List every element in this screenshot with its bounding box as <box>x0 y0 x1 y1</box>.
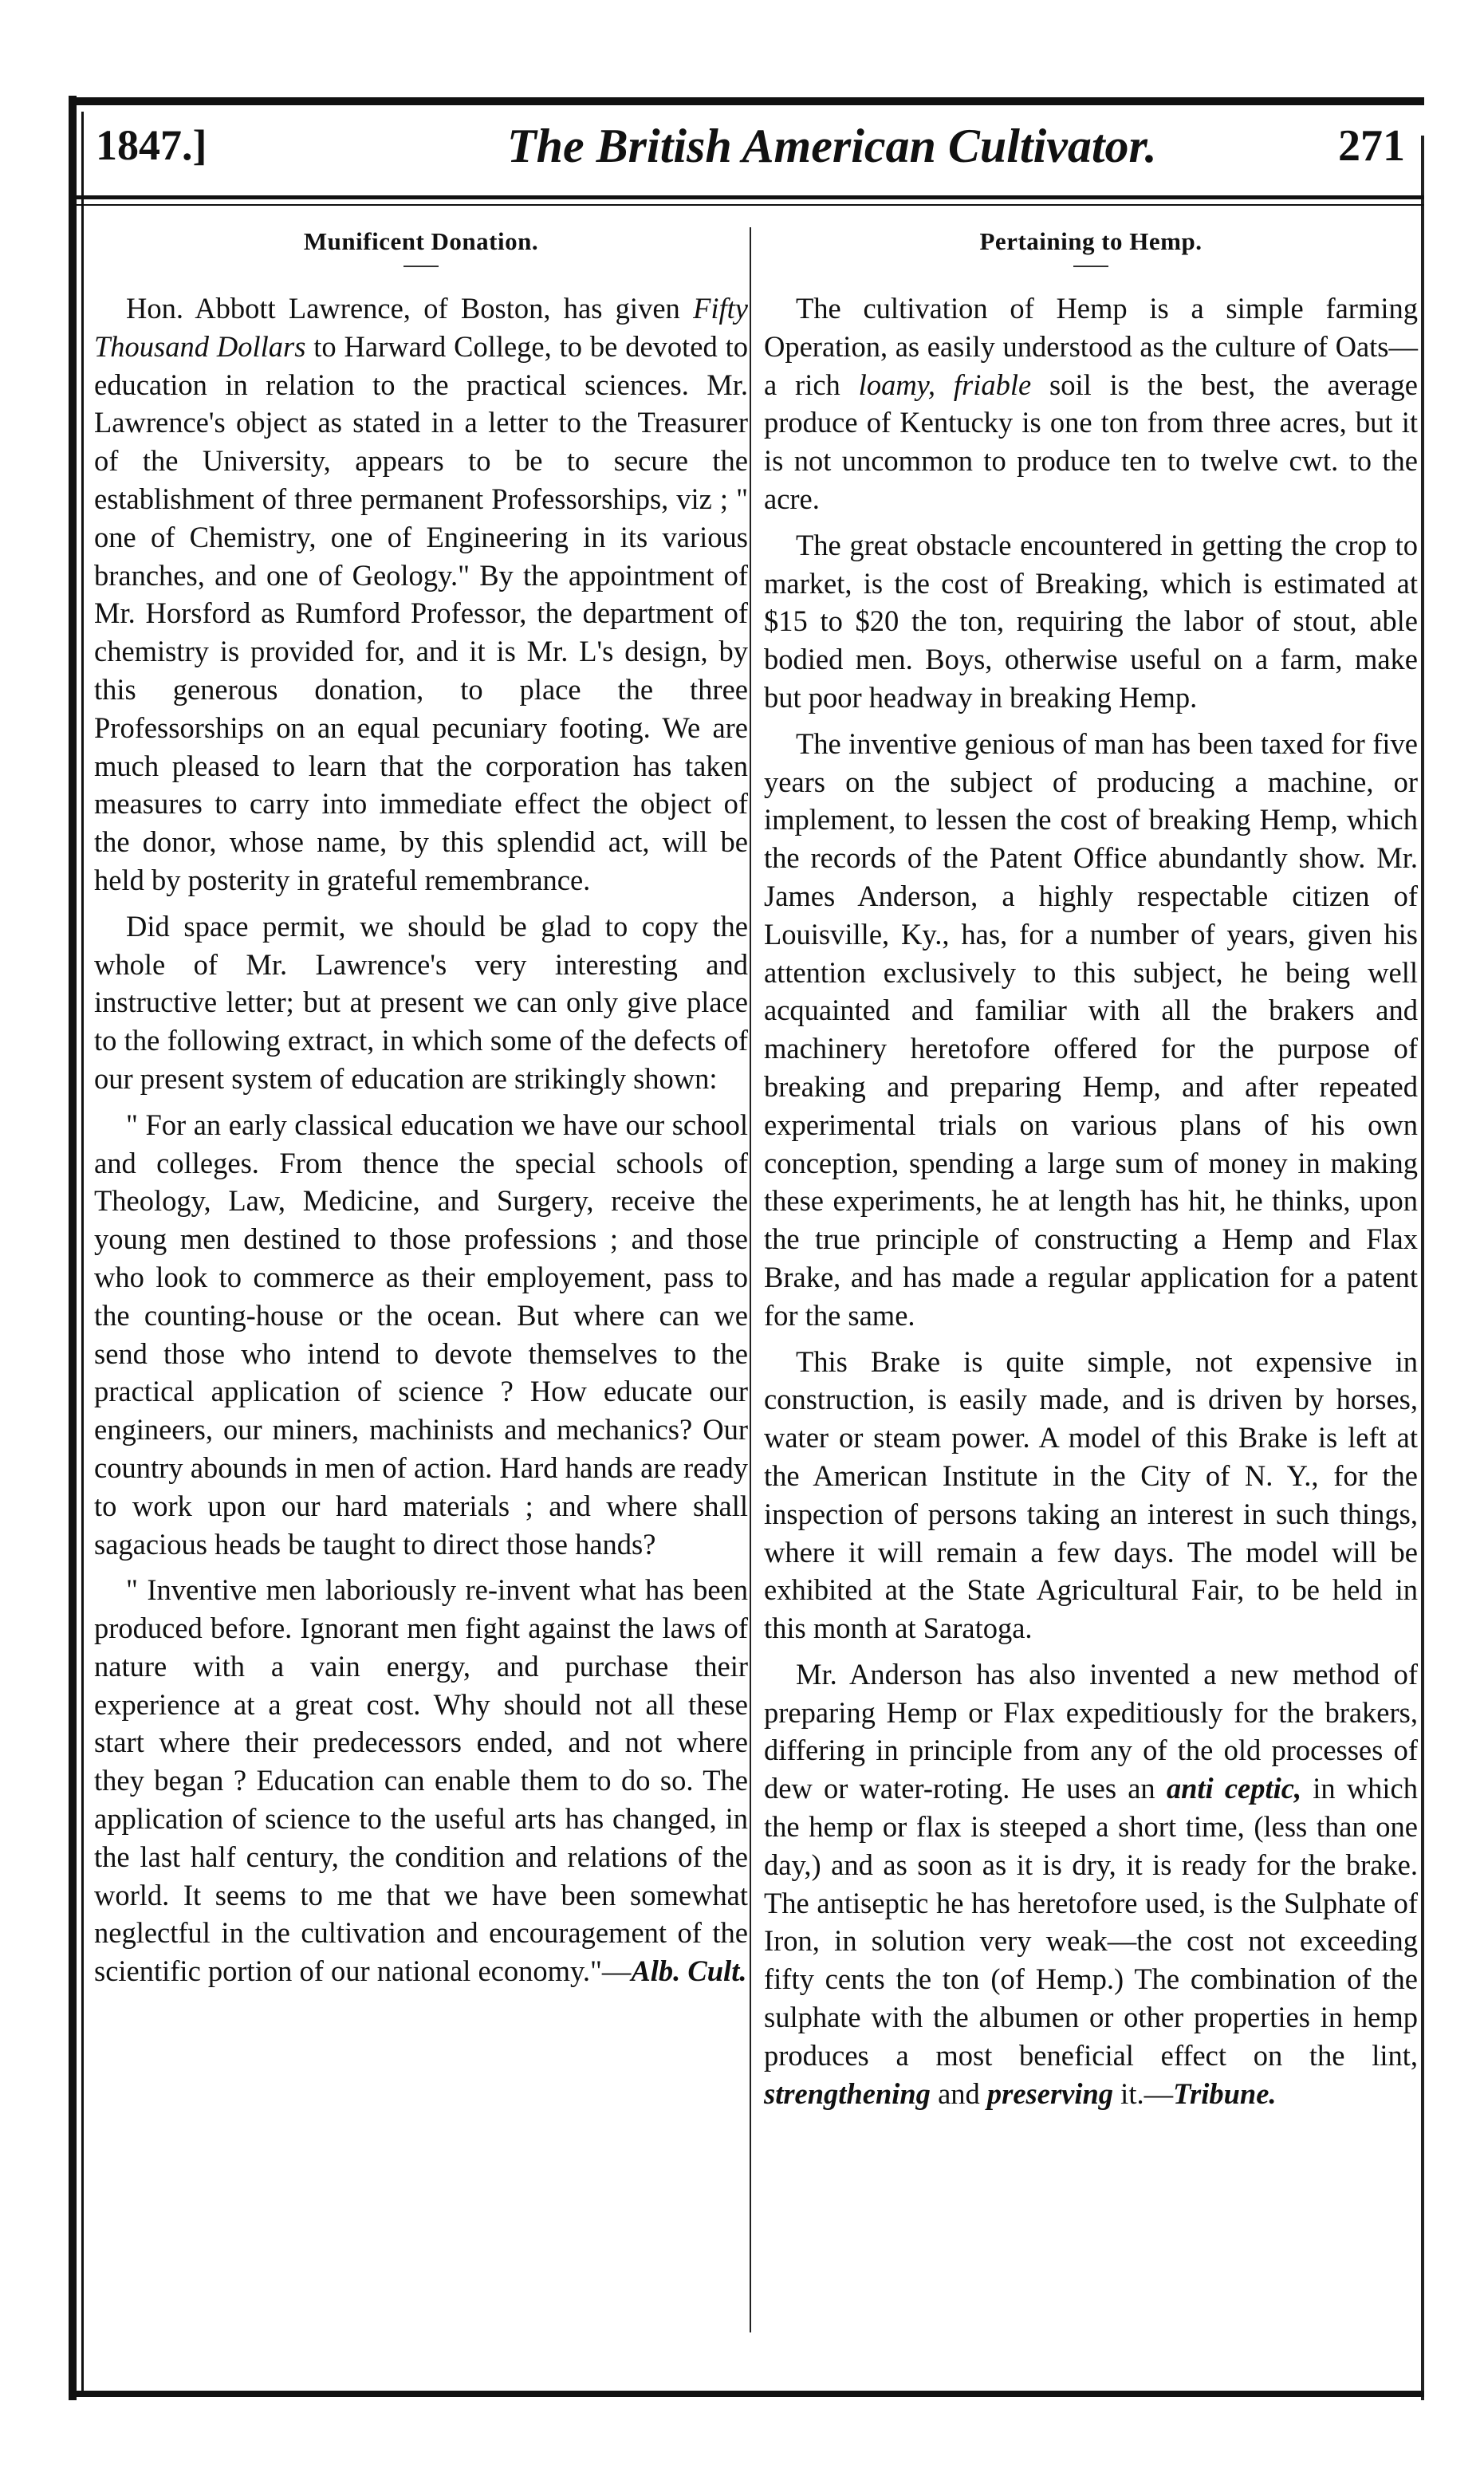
text-run: The inventive genious of man has been taxed for five years on the subject of producing a machine, or implement, to lessen the cost of breaking Hemp, which the records of the Patent Office abundantly show. Mr. James Anderson, a highly respectable citizen of Louisville, Ky., has, for a number of years, given his attention exclusively to this subject, he being well acquainted and familiar with all the brakers and machinery heretofore offered for the purpose of breaking and preparing Hemp, and after repeated experimental trials on various plans of his own conception, spending a large sum of money in making these experiments, he at length has hit, he thinks, upon the true principle of constructing a Hemp and Flax Brake, and has made a regular application for a patent for the same. <box>764 726 1418 1332</box>
paragraph <box>94 1571 748 1990</box>
issue-year: 1847.] <box>96 121 207 169</box>
left-border-rule <box>69 96 77 2400</box>
text-run: " Inventive men laboriously re-invent what has been produced before. Ignorant men fight against the laws of nature with a vain energy, and purchase their experience at a great cost. Why should not all these start where their predecessors ended, and not where they began ? Education can enable them to do so. The application of science to the useful arts has changed, in the last half century, the condition and relations of the world. It seems to me that we have been somewhat neglectful in the cultivation and encouragement of the scientific portion of our national economy."— <box>94 1573 748 1988</box>
paragraph <box>764 725 1418 1335</box>
paragraph <box>94 1106 748 1564</box>
paragraph <box>764 289 1418 518</box>
text-run: and <box>930 2076 987 2110</box>
text-run: Fifty Thousand Dollars <box>94 292 748 363</box>
text-run: Did space permit, we should be glad to copy the whole of Mr. Lawrence's very interesting and instructive letter; but at present we can only give place to the following extract, in which some of the defects of our present system of education are strikingly shown: <box>94 909 748 1095</box>
paragraph <box>94 289 748 899</box>
heading-dash <box>403 266 439 267</box>
text-run: anti ceptic, <box>1166 1772 1302 1805</box>
article-munificent-donation <box>94 227 748 1998</box>
article-body <box>764 289 1418 2112</box>
text-run: The great obstacle encountered in getting the crop to market, is the cost of Breaking, which is estimated at $15 to $20 the ton, requiring the labor of stout, able bodied men. Boys, otherwise useful on a farm, make but poor headway in breaking Hemp. <box>764 528 1418 714</box>
text-run: soil is the best, the average produce of Kentucky is one ton from three acres, but it is not uncommon to produce ten to twelve cwt. to the acre. <box>764 368 1418 515</box>
text-run: strengthening <box>764 2076 931 2110</box>
paragraph <box>764 1343 1418 1647</box>
text-run: This Brake is quite simple, not expensive in construction, is easily made, and is driven by horses, water or steam power. A model of this Brake is left at the American Institute in the City of N. Y., for the inspection of persons taking an interest in such things, where it will remain a few days. The model will be exhibited at the State Agricultural Fair, to be held in this month at Saratoga. <box>764 1344 1418 1645</box>
bottom-rule <box>77 2391 1424 2397</box>
text-run: in which the hemp or flax is steeped a short time, (less than one day,) and as soon as it is dry, it is ready for the brake. The antiseptic he has heretofore used, is the Sulphate of Iron, in solution very weak—the cost not exceeding fifty cents the ton (of Hemp.) The combination of the sulphate with the albumen or other properties in hemp produces a most beneficial effect on the lint, <box>764 1772 1419 2072</box>
paragraph <box>764 1655 1418 2113</box>
article-heading: Pertaining to Hemp. <box>979 227 1203 255</box>
text-run: preserving <box>986 2076 1114 2110</box>
right-border-rule <box>1421 136 1424 2400</box>
text-run: it.— <box>1113 2076 1174 2110</box>
text-run: Hon. Abbott Lawrence, of Boston, has given <box>126 292 694 325</box>
text-run: The cultivation of Hemp is a simple farming Operation, as easily understood as the culture of Oats—a rich <box>764 292 1418 401</box>
text-run: Alb. Cult. <box>631 1954 747 1988</box>
header-rule-thin <box>77 204 1424 206</box>
article-heading: Munificent Donation. <box>303 227 539 255</box>
paragraph <box>764 526 1418 717</box>
article-body <box>94 289 748 1990</box>
heading-dash <box>1073 266 1108 267</box>
text-run: Tribune. <box>1173 2076 1277 2110</box>
article-pertaining-to-hemp <box>764 227 1418 2120</box>
running-head <box>77 116 1424 187</box>
text-run: " For an early classical education we have our school and colleges. From thence the special schools of Theology, Law, Medicine, and Surgery, receive the young men destined to those professions ; and those who look to commerce as their employement, pass to the counting-house or the ocean. But where can we send those who intend to devote themselves to the practical application of science ? How educate our engineers, our miners, machinists and mechanics? Our country abounds in men of action. Hard hands are ready to work upon our hard materials ; and where shall sagacious heads be taught to direct those hands? <box>94 1108 748 1561</box>
text-run: to Harward College, to be devoted to education in relation to the practical sciences. Mr. Lawrence's object as stated in a letter to the Treasurer of the University, appears to be to secure the establishment of three permanent Professorships, viz ; " one of Chemistry, one of Engineering in its various branches, and one of Geology." By the appointment of Mr. Horsford as Rumford Professor, the department of chemistry is provided for, and it is Mr. L's design, by this generous donation, to place the three Professorships on an equal pecuniary footing. We are much pleased to learn that the corporation has taken measures to carry into immediate effect the object of the donor, whose name, by this splendid act, will be held by posterity in grateful remembrance. <box>94 329 748 896</box>
text-run: loamy, friable <box>858 368 1032 401</box>
top-rule <box>77 97 1424 105</box>
paragraph <box>94 907 748 1098</box>
text-run: Mr. Anderson has also invented a new method of preparing Hemp or Flax expeditiously for the brakers, differing in principle from any of the old processes of dew or water-roting. He uses an <box>764 1657 1418 1805</box>
header-rule-thick <box>77 195 1424 199</box>
column-divider <box>750 227 751 2332</box>
page-number: 271 <box>1338 121 1405 171</box>
left-border-thin-rule <box>81 112 84 2392</box>
journal-title: The British American Cultivator. <box>507 120 1157 172</box>
